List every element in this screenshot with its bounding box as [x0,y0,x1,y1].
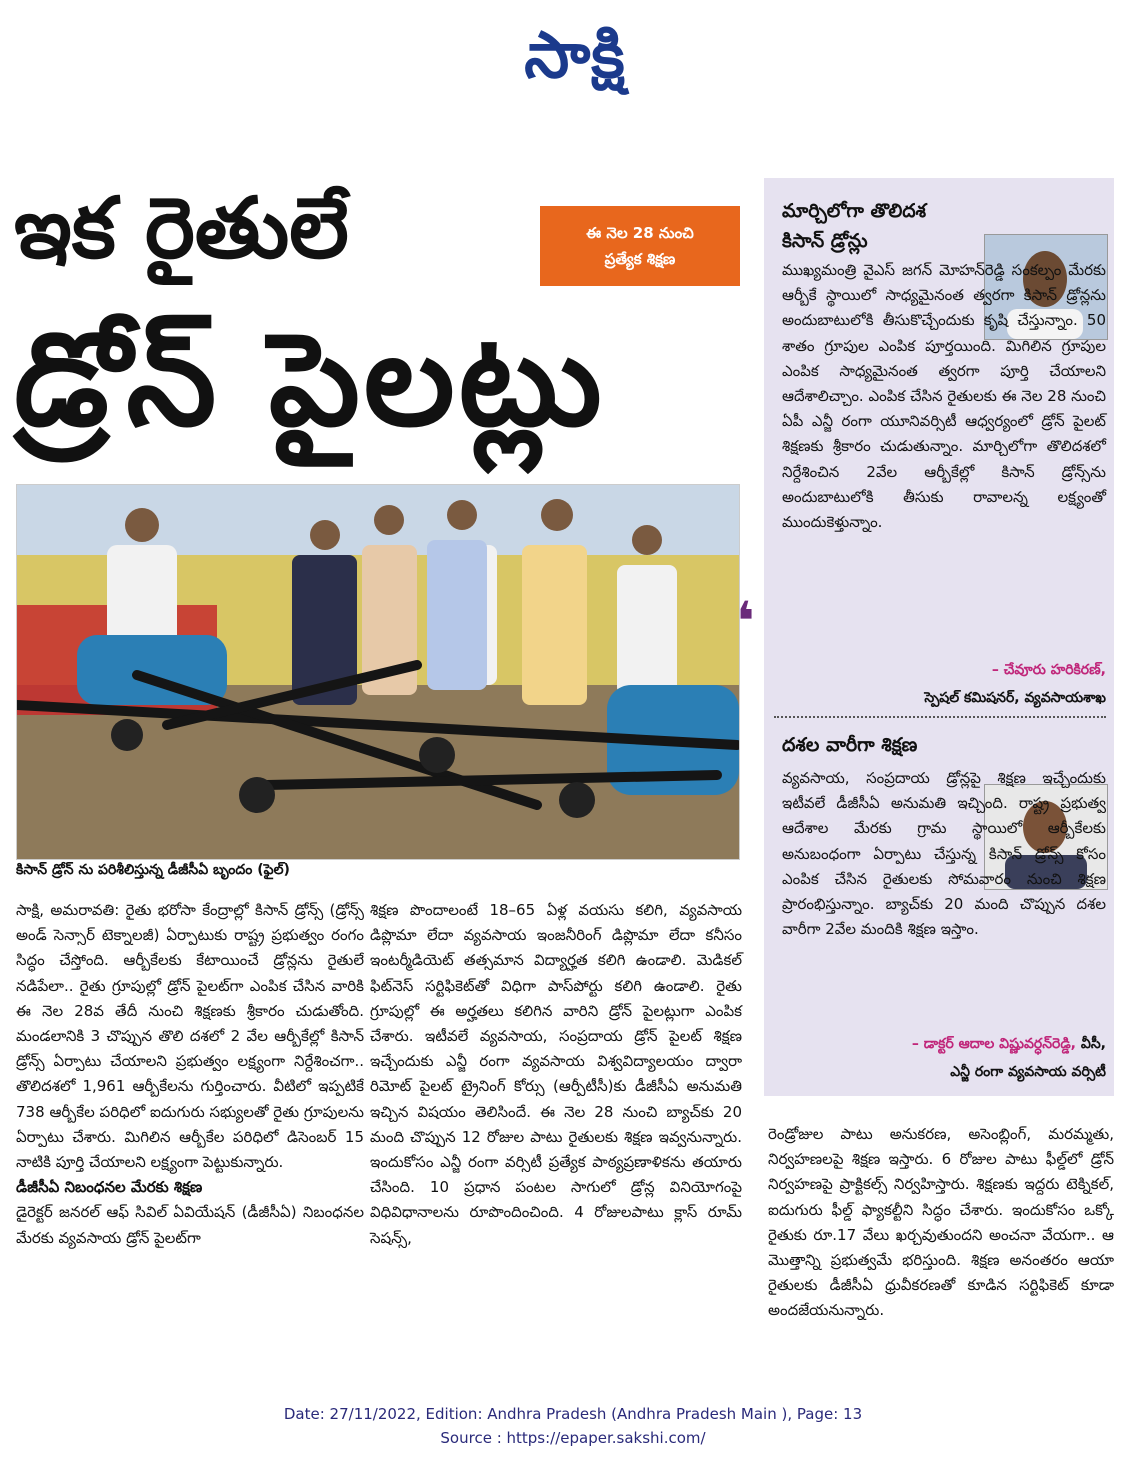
footer-source-link[interactable]: Source : https://epaper.sakshi.com/ [440,1429,706,1447]
sig-2-name: – డాక్టర్ ఆదాల విష్ణువర్ధన్‌రెడ్డి, [911,1036,1077,1052]
article-column-3 [768,1122,1114,1324]
sidebar-text-2: వ్యవసాయ, సంప్రదాయ డ్రోన్లపై శిక్షణ ఇచ్చేందుకు ఇటీవలే డీజీసీఏ అనుమతి ఇచ్చింది. రాష్ట్ర ప్రభుత్వ ఆదేశాల మేరకు గ్రామ స్థాయిలో ఆర్బీకేలకు అనుబంధంగా ఏర్పాటు చేస్తున్న కిసాన్ డ్రోన్స్ కోసం ఎంపిక చేసిన రైతులకు సోమవారం నుంచి శిక్షణ ప్రారంభిస్తున్నాం. బ్యాచ్‌కు 20 మంది చొప్పున దశల వారీగా 2వేల మందికి శిక్షణ ఇస్తాం. [782,769,1106,939]
sig-1-title: స్పెషల్ కమిషనర్, వ్యవసాయశాఖ [924,690,1106,706]
kicker-line1: ఈ నెల 28 నుంచి [586,224,694,242]
article-para: డైరెక్టర్ జనరల్ ఆఫ్ సివిల్ ఏవియేషన్ (డీజీసీఏ) నిబంధనల మేరకు వ్యవసాయ డ్రోన్ పైలట్‌గా [16,1203,364,1247]
page-footer [0,1402,1146,1450]
article-para: శిక్షణ పొందాలంటే 18–65 ఏళ్ల వయసు కలిగి, వ్యవసాయ డిప్లొమా లేదా వ్యవసాయ ఇంజనీరింగ్ డిప్లొమా లేదా కనీసం ఇంటర్మీడియెట్ తత్సమాన విద్యార్హత కలిగి ఉండాలి. మెడికల్ ఫిట్‌నెస్ సర్టిఫికెట్‌తో విధిగా పాస్‌పోర్టు కలిగి ఉండాలి. రైతు గ్రూపుల్లో ఈ అర్హతలు కలిగిన వారిని డ్రోన్ పైలట్లుగా ఎంపిక చేశారు. ఇటీవలే వ్యవసాయ, సంప్రదాయ డ్రోన్ పైలట్ శిక్షణ ఇచ్చేందుకు ఎన్జీ రంగా వ్యవసాయ విశ్వవిద్యాలయం ద్వారా రిమోట్ పైలట్ ట్రైనింగ్ కోర్సు (ఆర్పీటీసీ)కు డీజీసీఏ అనుమతి ఇచ్చిన విషయం తెలిసిందే. ఈ నెల 28 నుంచి బ్యాచ్‌కు 20 మంది చొప్పున 12 రోజుల పాటు రైతులకు శిక్షణ ఇవ్వనున్నారు. ఇందుకోసం ఎన్జీ రంగా వర్సిటీ ప్రత్యేక పాఠ్యప్రణాళికను తయారు చేసింది. 10 ప్రధాన పంటల సాగులో డ్రోన్ల వినియోగంపై విధివిధానాలను రూపొందించింది. 4 రోజులపాటు క్లాస్ రూమ్ సెషన్స్, [370,901,742,1247]
kicker-line2: ప్రత్యేక శిక్షణ [604,250,676,268]
sidebar-sig-1 [782,656,1106,712]
sig-2-name-suffix: వీసీ, [1076,1036,1106,1052]
drone-photo [16,484,740,860]
sig-1-name: – చేవూరు హరికిరణ్, [991,662,1106,678]
article-column-2 [370,898,742,1251]
photo-caption: కిసాన్ డ్రోన్ ను పరిశీలిస్తున్న డీజీసీఏ బృందం (ఫైల్) [16,862,290,878]
sidebar-title-1a: మార్చిలోగా తొలిదశ [782,200,927,222]
article-para: సాక్షి, అమరావతి: రైతు భరోసా కేంద్రాల్లో కిసాన్ డ్రోన్స్ (డ్రోన్స్ అండ్ సెన్సార్ టెక్నాలజీ) ఏర్పాటుకు రాష్ట్ర ప్రభుత్వం రంగం సిద్ధం చేస్తోంది. ఆర్బీకేలకు కేటాయించే డ్రోన్లను రైతులే నడిపేలా.. రైతు గ్రూపుల్లో డ్రోన్ పైలట్‌గా ఎంపిక చేసిన వారికి ఈ నెల 28వ తేదీ నుంచి శిక్షణకు శ్రీకారం చుడుతోంది. మండలానికి 3 చొప్పున తొలి దశలో 2 వేల ఆర్బీకేల్లో కిసాన్ డ్రోన్స్ ఏర్పాటు చేయాలని ప్రభుత్వం లక్ష్యంగా నిర్దేశించగా.. తొలిదశలో 1,961 ఆర్బీకేలను గుర్తించారు. వీటిలో ఇప్పటికే 738 ఆర్బీకేల పరిధిలో ఐదుగురు సభ్యులతో రైతు గ్రూపులను ఏర్పాటు చేశారు. మిగిలిన ఆర్బీకేల పరిధిలో డిసెంబర్ 15 నాటికి పూర్తి చేయాలని లక్ష్యంగా పెట్టుకున్నారు. [16,901,364,1172]
sidebar-box [764,178,1114,1096]
masthead-logo: సాక్షి [524,19,626,93]
sidebar-text-1: ముఖ్యమంత్రి వైఎస్ జగన్ మోహన్‌రెడ్డి సంకల్పం మేరకు ఆర్బీకే స్థాయిలో సాధ్యమైనంత త్వరగా కిసాన్ డ్రోన్లను అందుబాటులోకి తీసుకొచ్చేందుకు కృషి చేస్తున్నాం. 50 శాతం గ్రూపుల ఎంపిక పూర్తయింది. మిగిలిన గ్రూపుల ఎంపిక సాధ్యమైనంత త్వరగా పూర్తి చేయాలని ఆదేశాలిచ్చాం. ఎంపిక చేసిన రైతులకు ఈ నెల 28 నుంచి ఏపీ ఎన్జీ రంగా యూనివర్సిటీ ఆధ్వర్యంలో డ్రోన్ పైలట్ శిక్షణకు శ్రీకారం చుడుతున్నాం. మార్చిలోగా తొలిదశలో నిర్దేశించిన 2వేల ఆర్బీకేల్లో కిసాన్ డ్రోన్స్‌ను అందుబాటులోకి తీసుకు రావాలన్న లక్ష్యంతో ముందుకెళ్తున్నాం. [782,261,1106,532]
headline-line1: ఇక రైతులే [14,179,349,277]
article-column-1 [16,898,364,1251]
sidebar-divider [774,716,1106,718]
footer-date-line: Date: 27/11/2022, Edition: Andhra Pradesh (Andhra Pradesh Main ), Page: 13 [283,1405,863,1423]
kicker-box [540,206,740,286]
headline-line2: డ్రోన్ పైలట్లు [14,306,606,455]
drone-photo-illustration [17,485,739,859]
article-para: రెండ్రోజుల పాటు అనుకరణ, అసెంబ్లింగ్, మరమ్మతు, నిర్వహణలపై శిక్షణ ఇస్తారు. 6 రోజుల పాటు ఫీల్డ్‌లో డ్రోన్ నిర్వహణపై ప్రాక్టికల్స్ నిర్వహిస్తారు. శిక్షణకు ఇద్దరు టెక్నికల్, ఐదుగురు ఫీల్డ్ ఫ్యాకల్టీని సిద్ధం చేశారు. ఇందుకోసం ఒక్కో రైతుకు రూ.17 వేలు ఖర్చవుతుందని అంచనా వేయగా.. ఆ మొత్తాన్ని ప్రభుత్వమే భరిస్తుంది. శిక్షణ అనంతరం ఆయా రైతులకు డీజీసీఏ ధ్రువీకరణతో కూడిన సర్టిఫికెట్ కూడా అందజేయనున్నారు. [768,1125,1114,1320]
quote-mark-icon: ❛ [736,590,755,653]
sidebar-sig-2 [782,1030,1106,1086]
sig-2-title: ఎన్జీ రంగా వ్యవసాయ వర్సిటీ [950,1064,1106,1080]
sidebar-title-1b: కిసాన్ డ్రోన్లు [782,230,868,252]
article-subhead: డీజీసీఏ నిబంధనల మేరకు శిక్షణ [16,1178,203,1197]
sidebar-title-2: దశల వారీగా శిక్షణ [782,734,918,756]
